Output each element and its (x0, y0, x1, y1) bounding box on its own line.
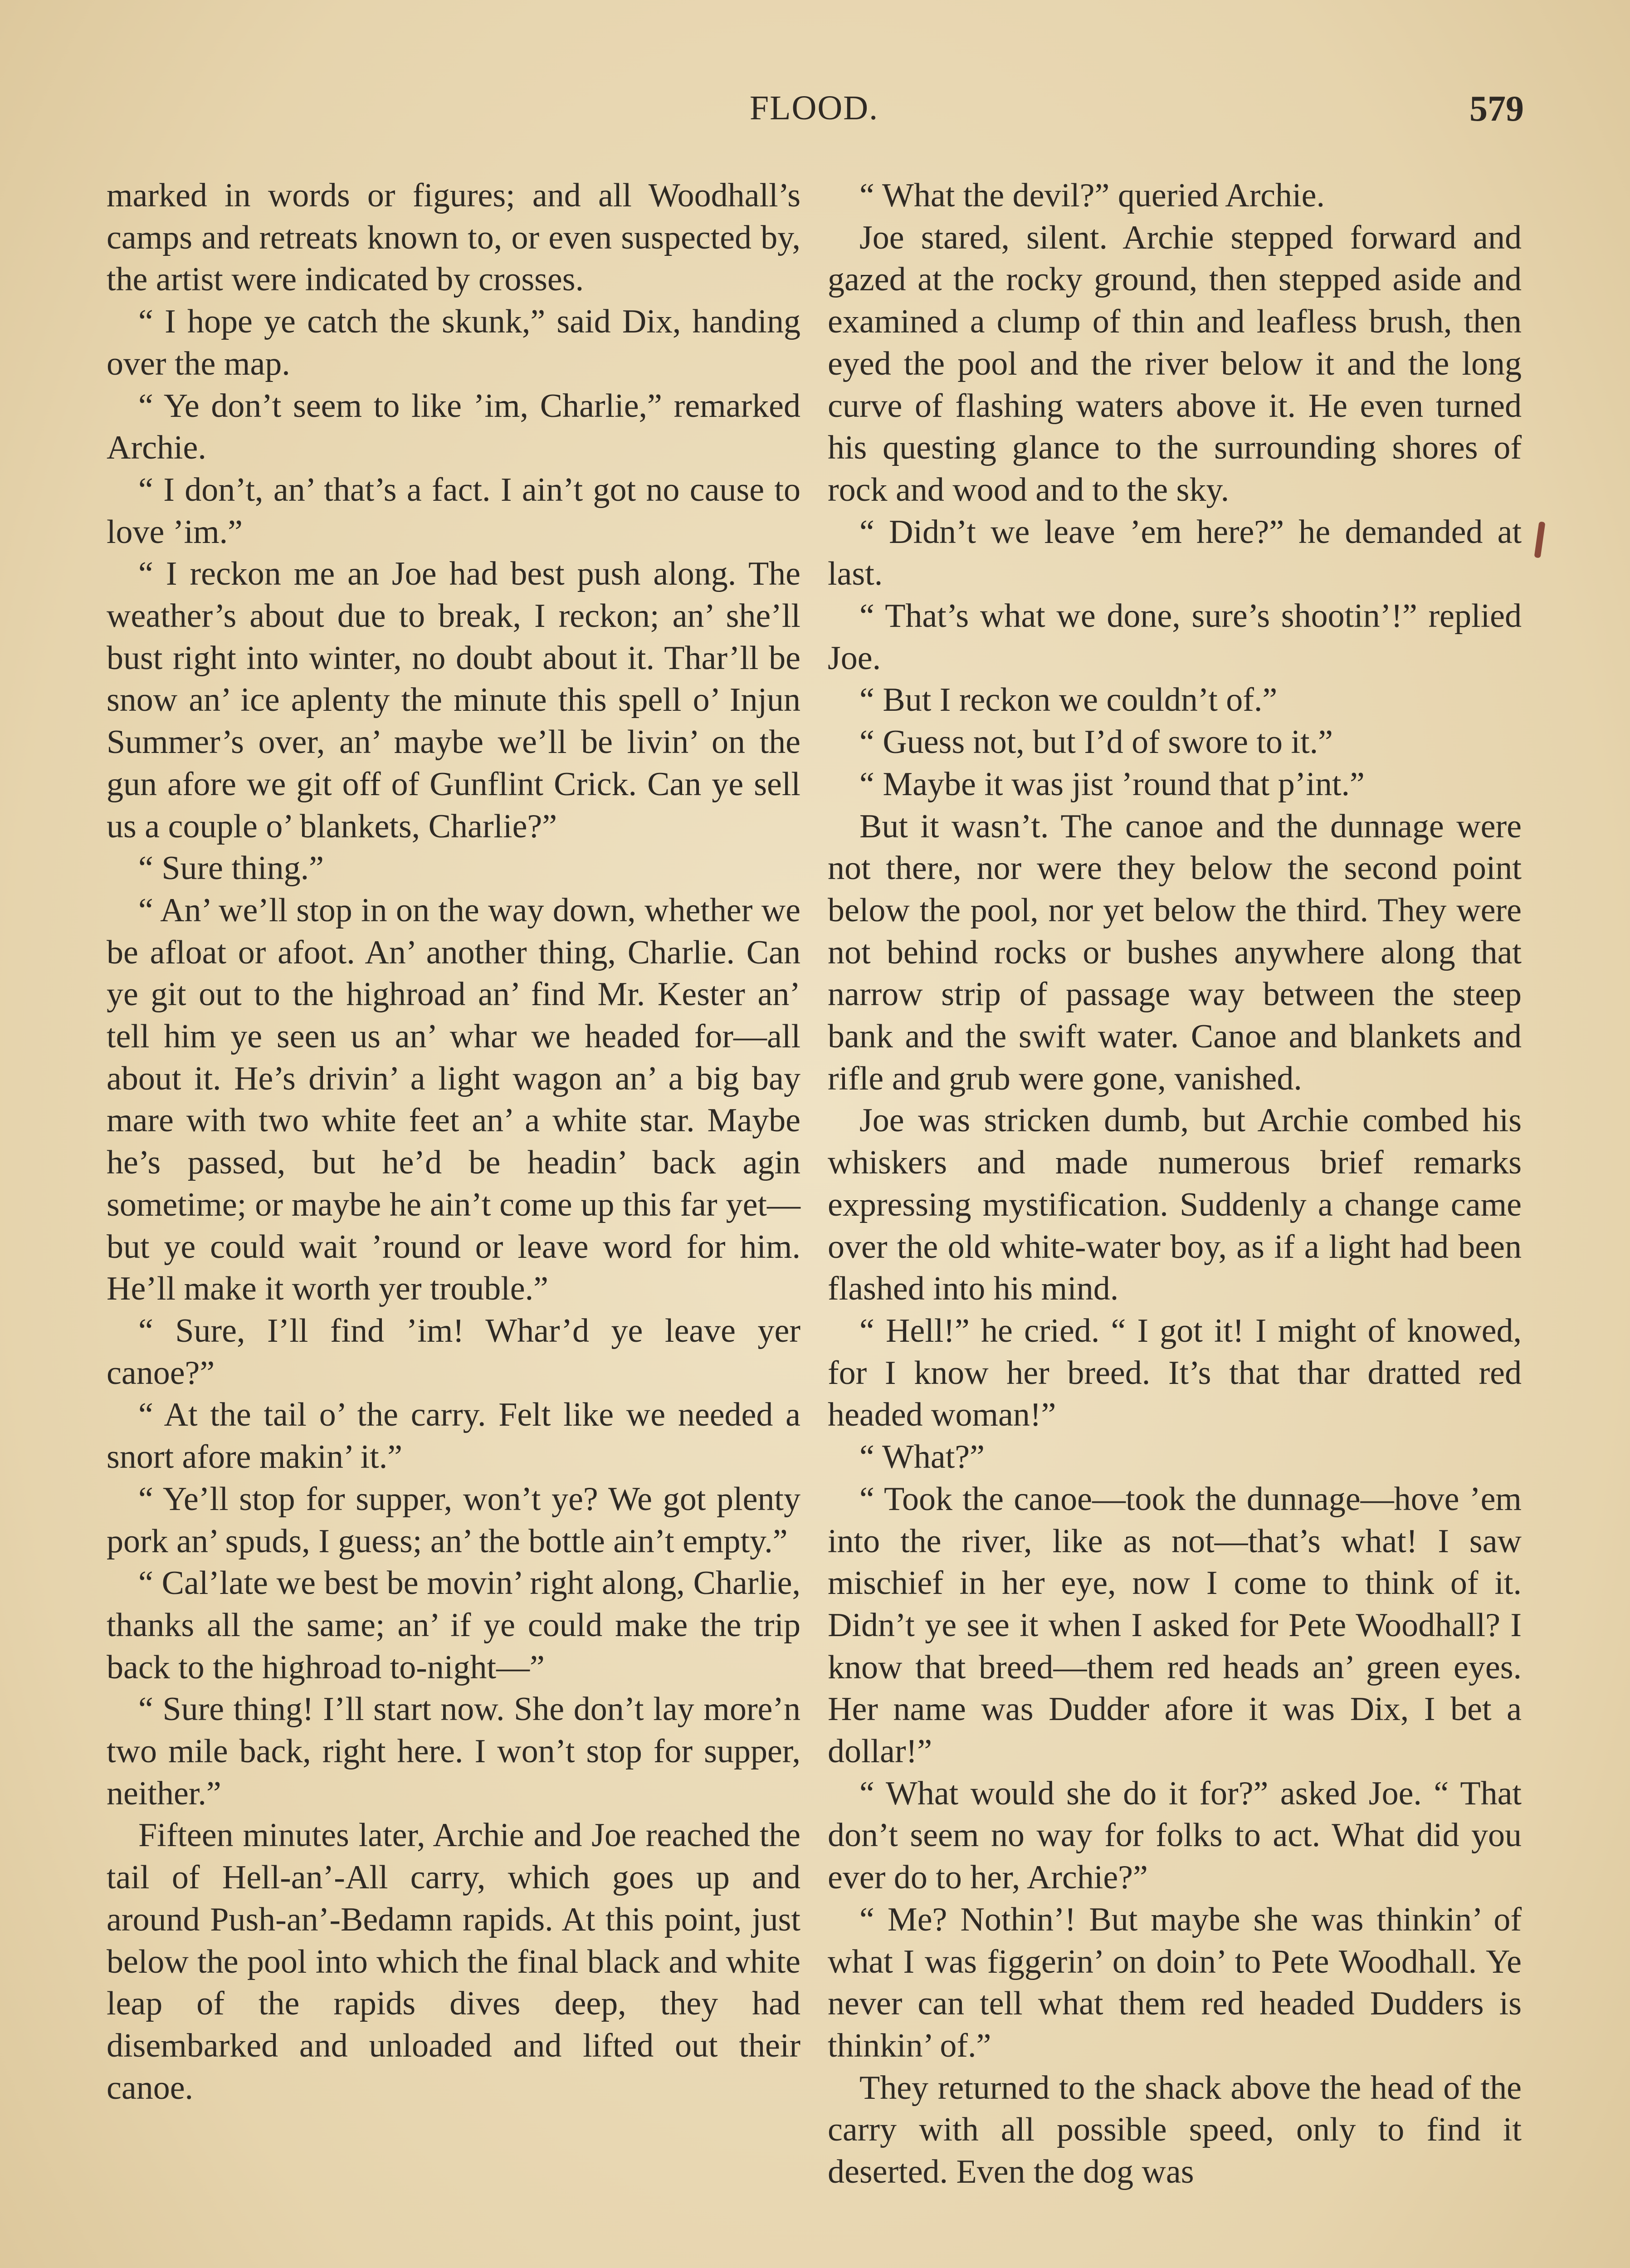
right-column (828, 175, 1522, 2193)
paragraph: “ I hope ye catch the skunk,” said Dix, handing over the map. (107, 303, 800, 382)
running-title: FLOOD. (749, 89, 879, 127)
paragraph: Joe was stricken dumb, but Archie combed his whiskers and made numerous brief remarks expressing mystification. Suddenly a change came over the old white-water boy, as if a light had been flashed into his mind. (828, 1102, 1522, 1308)
paragraph: marked in words or figures; and all Woodhall’s camps and retreats known to, or even suspected by, the artist were indicated by crosses. (107, 177, 800, 298)
paragraph: “ What would she do it for?” asked Joe. “ That don’t seem no way for folks to act. What did you ever do to her, Archie?” (828, 1774, 1522, 1897)
paragraph: “ Sure thing! I’ll start now. She don’t lay more’n two mile back, right here. I won’t stop for supper, neither.” (107, 1691, 800, 1812)
paragraph: “ Sure thing.” (138, 850, 324, 887)
paragraph: “ What the devil?” queried Archie. (859, 177, 1325, 214)
paragraph: “ Cal’late we best be movin’ right along, Charlie, thanks all the same; an’ if ye could make the trip back to the highroad to-night—” (107, 1564, 800, 1686)
paragraph: Fifteen minutes later, Archie and Joe reached the tail of Hell-an’-All carry, which goes up and around Push-an’-Bedamn rapids. At this point, just below the pool into which the final black and white leap of the rapids dives deep, they had disembarked and unloaded and lifted out their canoe. (107, 1817, 800, 2107)
paragraph: “ Took the canoe—took the dunnage—hove ’em into the river, like as not—that’s what! I saw mischief in her eye, now I come to think of it. Didn’t ye see it when I asked for Pete Woodhall? I know that breed—them red heads an’ green eyes. Her name was Dudder afore it was Dix, I bet a dollar!” (828, 1480, 1522, 1770)
paragraph: Joe stared, silent. Archie stepped forward and gazed at the rocky ground, then stepped aside and examined a clump of thin and leafless brush, then eyed the pool and the river below it and the long curve of flashing waters above it. He even turned his questing glance to the surrounding shores of rock and wood and to the sky. (828, 219, 1522, 508)
paragraph: “ An’ we’ll stop in on the way down, whether we be afloat or afoot. An’ another thing, Charlie. Can ye git out to the highroad an’ find Mr. Kester an’ tell him ye seen us an’ whar we headed for—all about it. He’s drivin’ a light wagon an’ a big bay mare with two white feet an’ a white star. Maybe he’s passed, but he’d be headin’ back agin sometime; or maybe he ain’t come up this far yet—but ye could wait ’round or leave word for him. He’ll make it worth yer trouble.” (107, 891, 800, 1308)
paragraph: “ At the tail o’ the carry. Felt like we needed a snort afore makin’ it.” (107, 1396, 800, 1476)
paragraph: “ Didn’t we leave ’em here?” he demanded at last. (828, 513, 1522, 593)
paragraph: “ Sure, I’ll find ’im! Whar’d ye leave yer canoe?” (107, 1312, 800, 1392)
paragraph: “ But I reckon we couldn’t of.” (859, 681, 1278, 719)
ink-mark (1534, 521, 1546, 558)
page-header (104, 88, 1524, 138)
paragraph: “ I don’t, an’ that’s a fact. I ain’t got no cause to love ’im.” (107, 471, 800, 551)
paragraph: But it wasn’t. The canoe and the dunnage were not there, nor were they below the second point below the pool, nor yet below the third. They were not behind rocks or bushes anywhere along that narrow strip of passage way between the steep bank and the swift water. Canoe and blankets and rifle and grub were gone, vanished. (828, 807, 1522, 1097)
paragraph: “ That’s what we done, sure’s shootin’!” replied Joe. (828, 597, 1522, 677)
paragraph: “ I reckon me an Joe had best push along. The weather’s about due to break, I reckon; an’ she’ll bust right into winter, no doubt about it. Thar’ll be snow an’ ice aplenty the minute this spell o’ Injun Summer’s over, an’ maybe we’ll be livin’ on the gun afore we git off of Gunflint Crick. Can ye sell us a couple o’ blankets, Charlie?” (107, 555, 800, 845)
paragraph: “ Ye don’t seem to like ’im, Charlie,” remarked Archie. (107, 387, 800, 467)
paragraph: “ What?” (859, 1438, 985, 1476)
paragraph: They returned to the shack above the head of the carry with all possible speed, only to find it deserted. Even the dog was (828, 2069, 1522, 2191)
paragraph: “ Maybe it was jist ’round that p’int.” (859, 765, 1365, 803)
paragraph: “ Hell!” he cried. “ I got it! I might of knowed, for I know her breed. It’s that thar dratted red headed woman!” (828, 1312, 1522, 1434)
paragraph: “ Ye’ll stop for supper, won’t ye? We got plenty pork an’ spuds, I guess; an’ the bottle ain’t empty.” (107, 1480, 800, 1560)
paragraph: “ Me? Nothin’! But maybe she was thinkin’ of what I was figgerin’ on doin’ to Pete Woodhall. Ye never can tell what them red headed Dudders is thinkin’ of.” (828, 1901, 1522, 2064)
page-number: 579 (1469, 89, 1524, 129)
paragraph: “ Guess not, but I’d of swore to it.” (859, 723, 1333, 761)
left-column (107, 175, 800, 2109)
